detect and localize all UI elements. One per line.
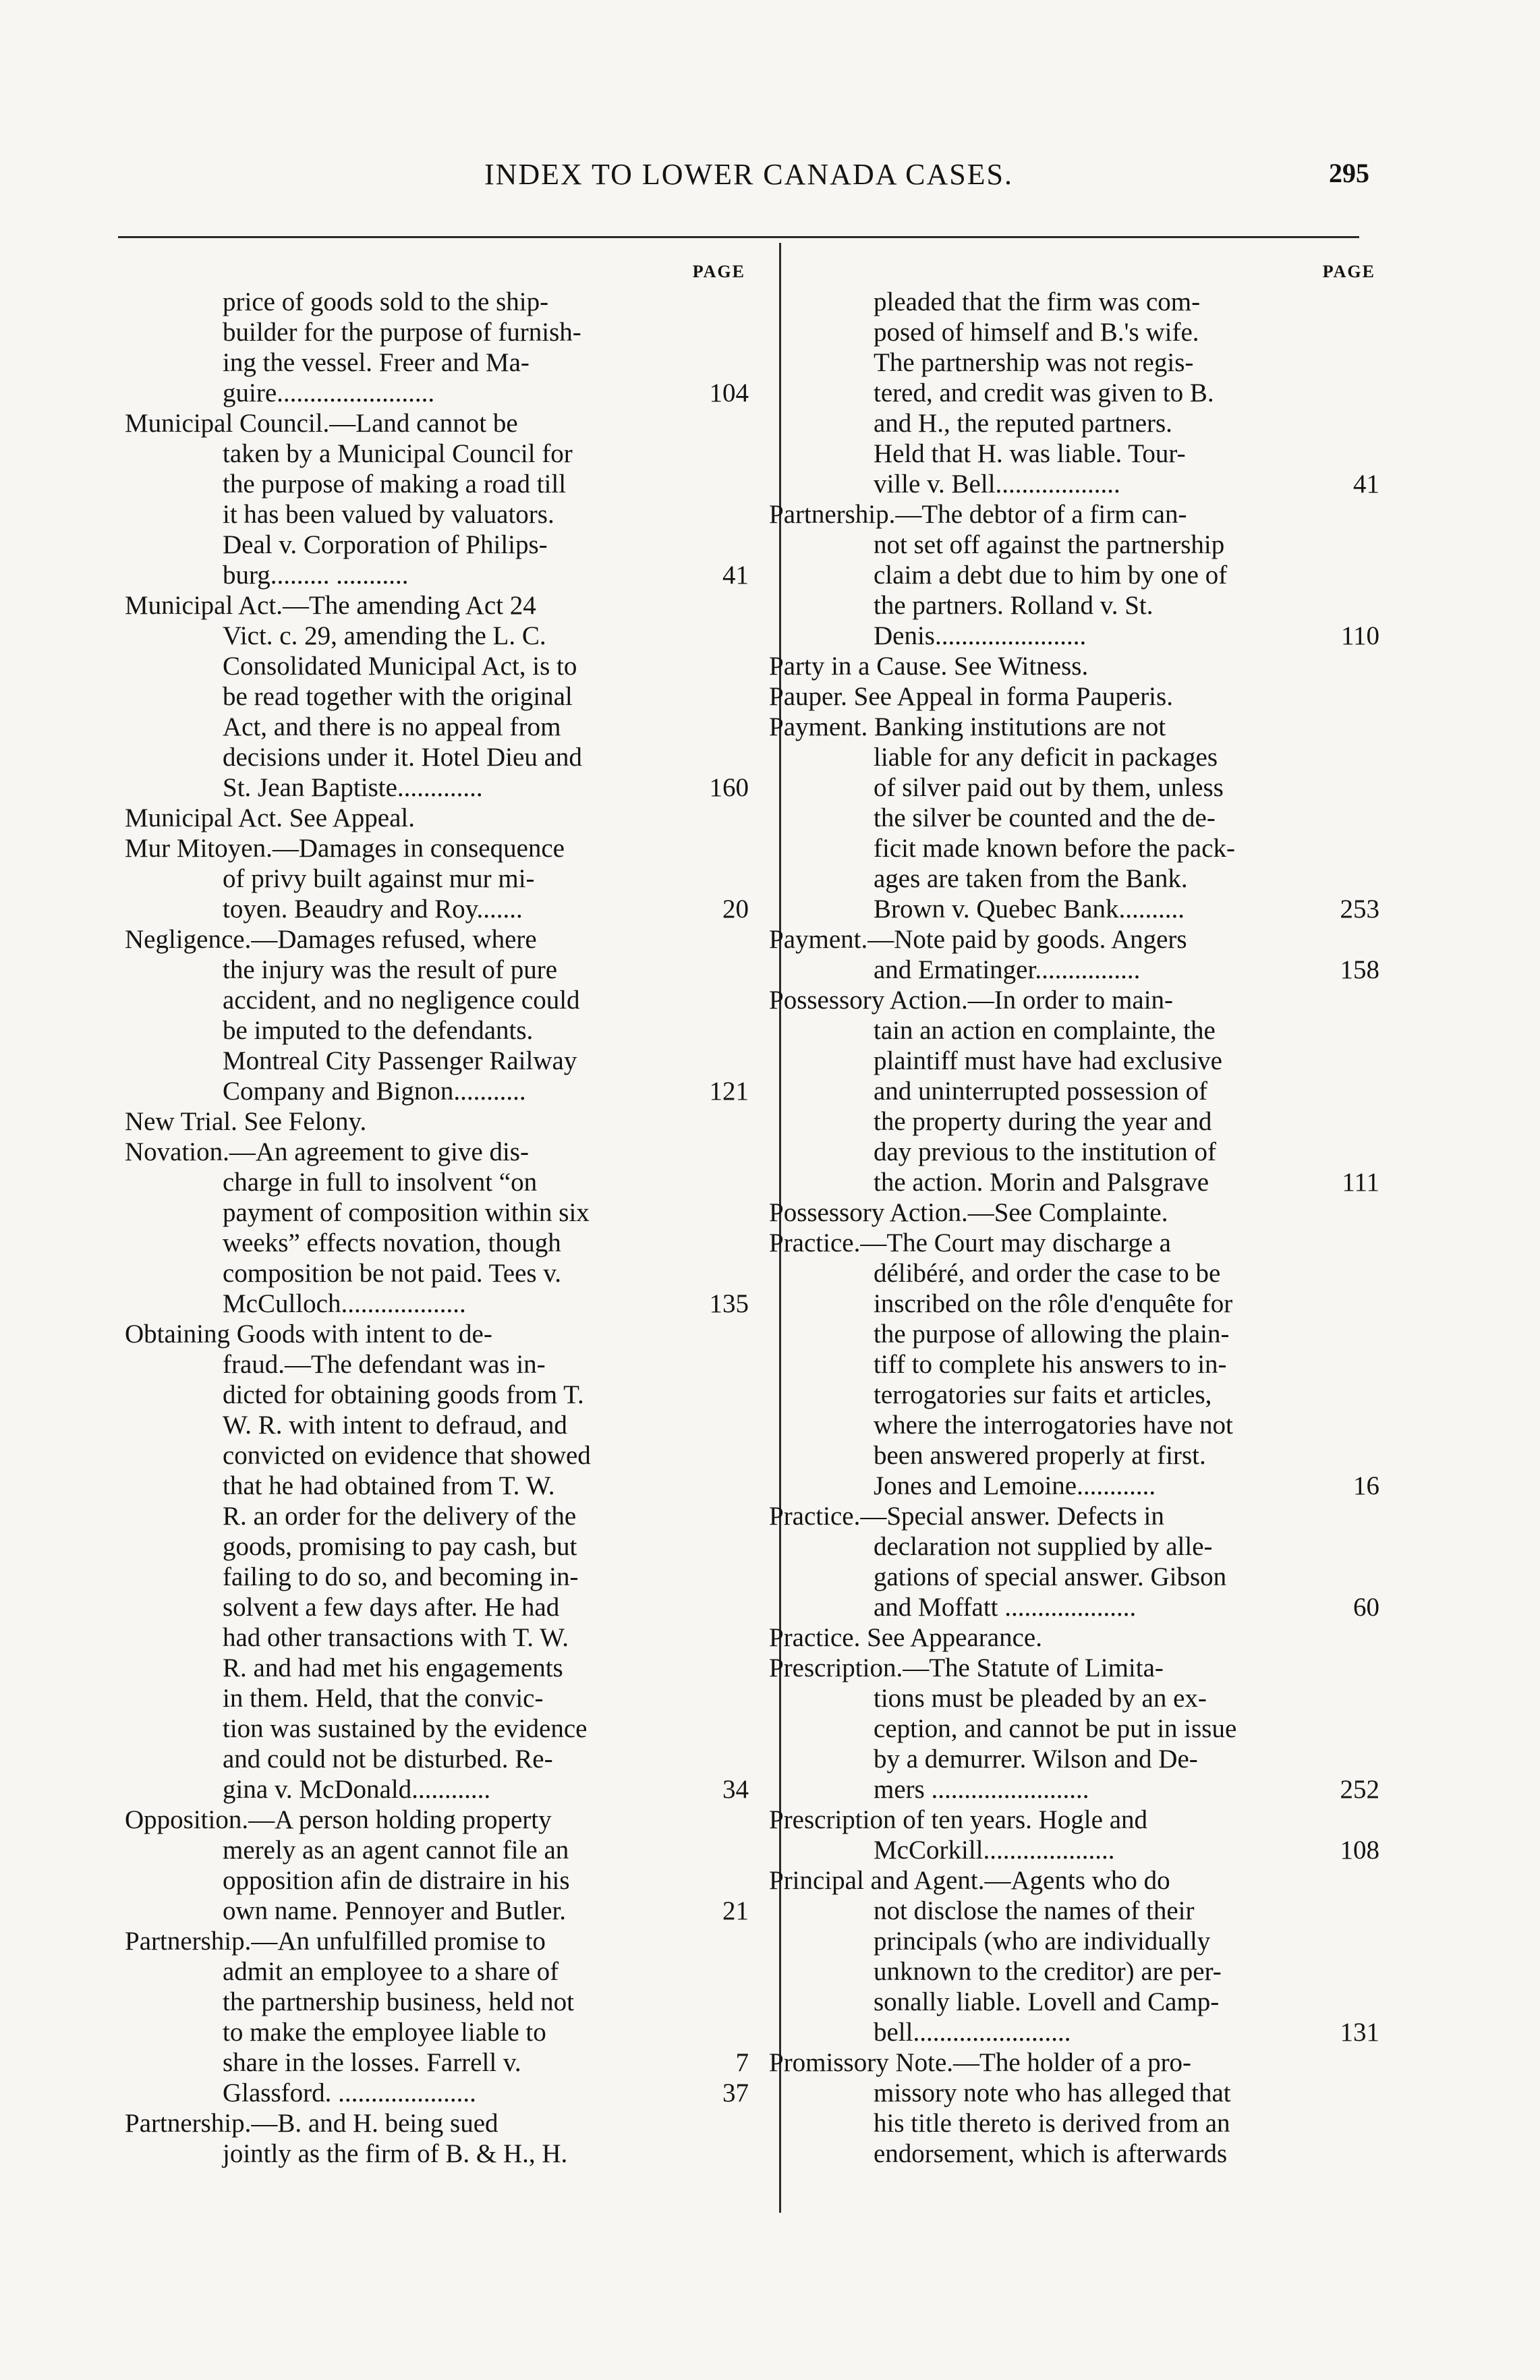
entry-line: posed of himself and B.'s wife. — [874, 318, 1199, 347]
entry-heading-line: Payment. Banking institutions are not — [769, 712, 1166, 741]
page-reference: 21 — [722, 1896, 749, 1925]
page-reference: 7 — [735, 2048, 749, 2077]
index-entry — [769, 924, 1379, 985]
entry-heading-line: Possessory Action.—See Complainte. — [769, 1198, 1168, 1227]
entry-line: of silver paid out by them, unless — [874, 773, 1224, 802]
entry-line: délibéré, and order the case to be — [874, 1259, 1221, 1288]
page-reference: 253 — [1340, 895, 1379, 924]
entry-heading-line: Practice.—Special answer. Defects in — [769, 1502, 1164, 1531]
entry-line: decisions under it. Hotel Dieu and — [223, 743, 582, 772]
index-entry — [769, 1805, 1379, 1865]
entry-line: Glassford. ..................... — [223, 2078, 476, 2107]
page-column-label: PAGE — [1322, 262, 1375, 281]
entry-line: failing to do so, and becoming in- — [223, 1562, 579, 1591]
entry-line: day previous to the institution of — [874, 1137, 1217, 1166]
entry-heading-line: Obtaining Goods with intent to de- — [125, 1320, 492, 1349]
entry-line: tered, and credit was given to B. — [874, 378, 1214, 407]
page-reference: 135 — [709, 1289, 749, 1318]
left-column — [125, 256, 752, 2169]
entry-line: that he had obtained from T. W. — [223, 1471, 555, 1500]
entry-line: sonally liable. Lovell and Camp- — [874, 1987, 1220, 2016]
page-reference: 252 — [1340, 1775, 1379, 1804]
entry-line: ville v. Bell................... — [874, 470, 1120, 499]
entry-heading-line: Prescription.—The Statute of Limita- — [769, 1653, 1164, 1682]
entry-heading-line: Prescription of ten years. Hogle and — [769, 1805, 1148, 1834]
entry-line: the purpose of making a road till — [223, 470, 567, 499]
index-entry — [125, 1137, 752, 1319]
entry-line: the partners. Rolland v. St. — [874, 591, 1153, 620]
entry-line: own name. Pennoyer and Butler. — [223, 1896, 567, 1925]
entry-line: inscribed on the rôle d'enquête for — [874, 1289, 1233, 1318]
entry-heading-line: Partnership.—B. and H. being sued — [125, 2109, 498, 2138]
index-entry — [125, 408, 752, 590]
index-entry — [769, 1228, 1379, 1501]
entry-line: and H., the reputed partners. — [874, 409, 1172, 438]
index-entry — [769, 681, 1379, 712]
entry-heading-line: Partnership.—The debtor of a firm can- — [769, 500, 1187, 529]
entry-line: price of goods sold to the ship- — [223, 287, 549, 316]
entry-line: R. an order for the delivery of the — [223, 1502, 577, 1531]
entry-line: Deal v. Corporation of Philips- — [223, 530, 548, 559]
page-reference: 111 — [1342, 1168, 1379, 1197]
entry-line: Company and Bignon........... — [223, 1077, 526, 1106]
entry-line: Denis....................... — [874, 621, 1087, 650]
entry-line: tiff to complete his answers to in- — [874, 1350, 1227, 1379]
entry-line: plaintiff must have had exclusive — [874, 1046, 1222, 1075]
entry-line: Act, and there is no appeal from — [223, 712, 561, 741]
entry-line: the silver be counted and the de- — [874, 803, 1216, 832]
entry-line: been answered properly at first. — [874, 1441, 1206, 1470]
entry-heading-line: Municipal Council.—Land cannot be — [125, 409, 518, 438]
entry-line: unknown to the creditor) are per- — [874, 1957, 1222, 1986]
entry-line: opposition afin de distraire in his — [223, 1866, 570, 1895]
entry-line: the purpose of allowing the plain- — [874, 1320, 1230, 1349]
entry-heading-line: Practice. See Appearance. — [769, 1623, 1042, 1652]
entry-line: where the interrogatories have not — [874, 1411, 1233, 1440]
entry-line: guire........................ — [223, 378, 435, 407]
entry-line: endorsement, which is afterwards — [874, 2139, 1228, 2168]
entry-line: tain an action en complainte, the — [874, 1016, 1216, 1045]
entry-line: payment of composition within six — [223, 1198, 590, 1227]
entry-line: fraud.—The defendant was in- — [223, 1350, 546, 1379]
page-reference: 37 — [722, 2078, 749, 2107]
entry-line: of privy built against mur mi- — [223, 864, 535, 893]
page-reference: 158 — [1340, 955, 1379, 984]
entry-line: ception, and cannot be put in issue — [874, 1714, 1237, 1743]
entry-line: tions must be pleaded by an ex- — [874, 1684, 1207, 1713]
index-entry — [125, 590, 752, 803]
index-entry — [769, 2047, 1379, 2169]
entry-line: his title thereto is derived from an — [874, 2109, 1230, 2138]
entry-line: toyen. Beaudry and Roy....... — [223, 895, 523, 924]
entry-line: share in the losses. Farrell v. — [223, 2048, 521, 2077]
index-entry — [125, 803, 752, 833]
entry-line: declaration not supplied by alle- — [874, 1532, 1213, 1561]
entry-line: Consolidated Municipal Act, is to — [223, 652, 577, 681]
entry-line: it has been valued by valuators. — [223, 500, 554, 529]
entry-line: McCulloch................... — [223, 1289, 466, 1318]
page-reference: 121 — [709, 1077, 749, 1106]
entry-line: missory note who has alleged that — [874, 2078, 1231, 2107]
entry-line: be imputed to the defendants. — [223, 1016, 534, 1045]
entry-line: merely as an agent cannot file an — [223, 1836, 569, 1865]
entry-line: mers ........................ — [874, 1775, 1089, 1804]
entry-line: and could not be disturbed. Re- — [223, 1745, 553, 1774]
entry-heading-line: Opposition.—A person holding property — [125, 1805, 552, 1834]
page-reference: 104 — [709, 378, 749, 407]
page-reference: 16 — [1353, 1471, 1379, 1500]
page-column-label: PAGE — [692, 262, 745, 281]
index-entry — [769, 1501, 1379, 1622]
entry-line: burg......... ........... — [223, 561, 409, 590]
index-entry — [769, 287, 1379, 499]
entry-line: tion was sustained by the evidence — [223, 1714, 588, 1743]
entry-line: not disclose the names of their — [874, 1896, 1195, 1925]
index-entry — [769, 1197, 1379, 1228]
index-entry — [769, 499, 1379, 651]
index-entry — [125, 287, 752, 408]
entry-heading-line: Partnership.—An unfulfilled promise to — [125, 1927, 546, 1956]
page-header — [115, 152, 1383, 199]
index-entry — [125, 833, 752, 924]
index-entry — [125, 1805, 752, 1926]
entry-heading-line: Mur Mitoyen.—Damages in consequence — [125, 834, 565, 863]
entry-line: had other transactions with T. W. — [223, 1623, 569, 1652]
entry-heading-line: Promissory Note.—The holder of a pro- — [769, 2048, 1192, 2077]
entry-line: principals (who are individually — [874, 1927, 1211, 1956]
index-entry — [769, 1865, 1379, 2047]
entry-heading-line: Payment.—Note paid by goods. Angers — [769, 925, 1187, 954]
entry-line: gina v. McDonald............ — [223, 1775, 491, 1804]
entry-line: solvent a few days after. He had — [223, 1593, 560, 1622]
page-reference: 41 — [722, 561, 749, 590]
entry-line: jointly as the firm of B. & H., H. — [223, 2139, 568, 2168]
entry-line: convicted on evidence that showed — [223, 1441, 591, 1470]
page-reference: 160 — [709, 773, 749, 802]
entry-line: by a demurrer. Wilson and De- — [874, 1745, 1198, 1774]
entry-line: Montreal City Passenger Railway — [223, 1046, 577, 1075]
page-reference: 108 — [1340, 1836, 1379, 1865]
entry-line: accident, and no negligence could — [223, 986, 580, 1015]
index-entry — [125, 1926, 752, 2108]
index-entry — [769, 1653, 1379, 1805]
entry-line: weeks” effects novation, though — [223, 1228, 561, 1257]
index-entry — [125, 924, 752, 1106]
entry-line: gations of special answer. Gibson — [874, 1562, 1227, 1591]
entry-line: pleaded that the firm was com- — [874, 287, 1201, 316]
page-reference: 34 — [722, 1775, 749, 1804]
entry-line: in them. Held, that the convic- — [223, 1684, 544, 1713]
entry-line: R. and had met his engagements — [223, 1653, 563, 1682]
page-reference: 20 — [722, 895, 749, 924]
entry-line: McCorkill.................... — [874, 1836, 1115, 1865]
index-entry — [125, 2108, 752, 2169]
entry-line: and uninterrupted possession of — [874, 1077, 1208, 1106]
entry-line: bell........................ — [874, 2018, 1071, 2047]
entry-line: ages are taken from the Bank. — [874, 864, 1188, 893]
index-entry — [769, 985, 1379, 1197]
index-entry — [769, 651, 1379, 681]
page-reference: 41 — [1353, 470, 1379, 499]
entry-line: to make the employee liable to — [223, 2018, 546, 2047]
entry-line: Held that H. was liable. Tour- — [874, 439, 1186, 468]
entry-heading-line: Pauper. See Appeal in forma Pauperis. — [769, 682, 1173, 711]
index-entry — [125, 1106, 752, 1137]
entry-heading-line: Novation.—An agreement to give dis- — [125, 1137, 529, 1166]
entry-line: the property during the year and — [874, 1107, 1212, 1136]
entry-line: liable for any deficit in packages — [874, 743, 1218, 772]
entry-line: the partnership business, held not — [223, 1987, 574, 2016]
entry-line: Vict. c. 29, amending the L. C. — [223, 621, 546, 650]
entry-line: W. R. with intent to defraud, and — [223, 1411, 567, 1440]
entry-line: goods, promising to pay cash, but — [223, 1532, 577, 1561]
entry-line: the injury was the result of pure — [223, 955, 558, 984]
entry-line: the action. Morin and Palsgrave — [874, 1168, 1209, 1197]
index-entry — [769, 712, 1379, 924]
entry-line: Brown v. Quebec Bank.......... — [874, 895, 1185, 924]
entry-line: be read together with the original — [223, 682, 573, 711]
entry-heading-line: New Trial. See Felony. — [125, 1107, 367, 1136]
page-reference: 110 — [1340, 621, 1379, 650]
entry-line: ficit made known before the pack- — [874, 834, 1236, 863]
entry-heading-line: Municipal Act.—The amending Act 24 — [125, 591, 536, 620]
entry-line: ing the vessel. Freer and Ma- — [223, 348, 530, 377]
entry-heading-line: Municipal Act. See Appeal. — [125, 803, 415, 832]
entry-line: dicted for obtaining goods from T. — [223, 1380, 584, 1409]
entry-line: Jones and Lemoine............ — [874, 1471, 1156, 1500]
entry-line: admit an employee to a share of — [223, 1957, 559, 1986]
entry-line: and Ermatinger................ — [874, 955, 1141, 984]
index-entry — [769, 1622, 1379, 1653]
page-reference: 60 — [1353, 1593, 1379, 1622]
index-entry — [125, 1319, 752, 1805]
page-reference: 131 — [1340, 2018, 1379, 2047]
entry-heading-line: Possessory Action.—In order to main- — [769, 986, 1174, 1015]
entry-line: charge in full to insolvent “on — [223, 1168, 538, 1197]
entry-heading-line: Party in a Cause. See Witness. — [769, 652, 1089, 681]
entry-line: composition be not paid. Tees v. — [223, 1259, 562, 1288]
entry-line: The partnership was not regis- — [874, 348, 1194, 377]
entry-heading-line: Principal and Agent.—Agents who do — [769, 1866, 1170, 1895]
entry-line: builder for the purpose of furnish- — [223, 318, 581, 347]
entry-line: taken by a Municipal Council for — [223, 439, 573, 468]
entry-line: claim a debt due to him by one of — [874, 561, 1228, 590]
entry-line: St. Jean Baptiste............. — [223, 773, 483, 802]
page-number: 295 — [1329, 158, 1369, 188]
page-title: INDEX TO LOWER CANADA CASES. — [484, 158, 1014, 191]
header-rule — [118, 236, 1359, 238]
entry-heading-line: Negligence.—Damages refused, where — [125, 925, 537, 954]
entry-line: not set off against the partnership — [874, 530, 1225, 559]
entry-heading-line: Practice.—The Court may discharge a — [769, 1228, 1171, 1257]
entry-line: and Moffatt .................... — [874, 1593, 1137, 1622]
right-column — [769, 256, 1379, 2169]
entry-line: terrogatories sur faits et articles, — [874, 1380, 1212, 1409]
